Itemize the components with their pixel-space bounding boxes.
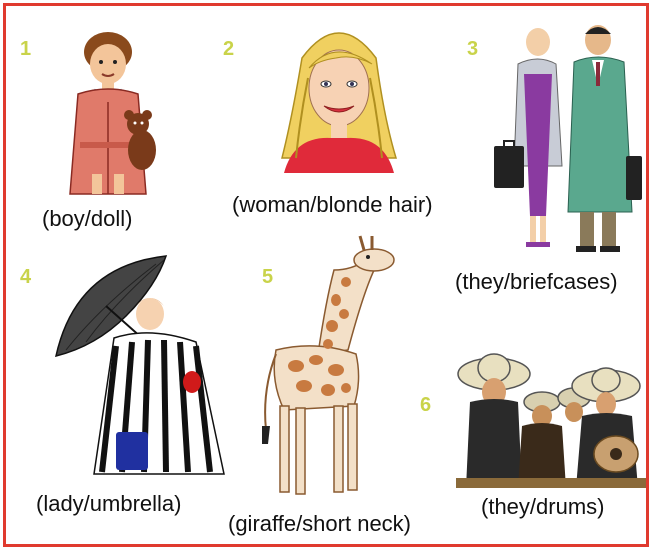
item-number-5: 5: [262, 266, 274, 288]
item-number-2: 2: [223, 38, 235, 60]
exercise-frame: [3, 3, 649, 547]
item-number-1: 1: [20, 38, 32, 60]
item-caption-3: (they/briefcases): [455, 269, 618, 294]
giraffe-illustration: [256, 230, 406, 502]
lady-umbrella-illustration: [46, 246, 236, 478]
item-caption-4: (lady/umbrella): [36, 491, 182, 516]
item-number-4: 4: [20, 266, 32, 288]
businesspeople-briefcases-illustration: [486, 16, 644, 256]
woman-blonde-hair-illustration: [274, 18, 404, 173]
item-caption-1: (boy/doll): [42, 206, 133, 231]
item-number-3: 3: [467, 38, 479, 60]
mariachi-band-illustration: [456, 342, 646, 488]
item-caption-5: (giraffe/short neck): [228, 511, 412, 536]
item-caption-6: (they/drums): [481, 494, 605, 519]
item-caption-2: (woman/blonde hair): [232, 192, 433, 217]
item-number-6: 6: [420, 394, 432, 416]
boy-with-teddy-illustration: [56, 24, 166, 194]
